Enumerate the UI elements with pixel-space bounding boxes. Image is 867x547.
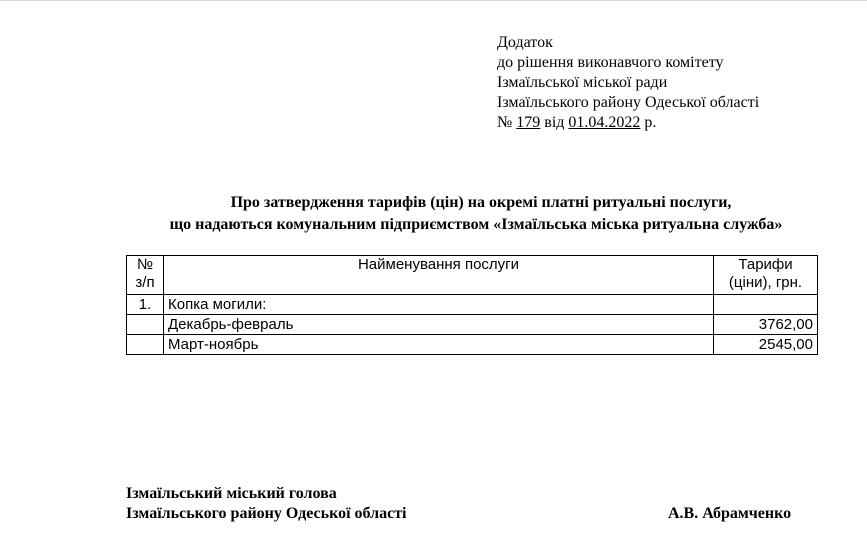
signature-block <box>126 484 407 524</box>
col-header-price <box>714 256 818 295</box>
page-top-border <box>0 0 867 1</box>
decision-number: 179 <box>516 114 541 131</box>
row-service-name: Копка могили: <box>164 295 714 315</box>
row-number: 1. <box>127 295 164 315</box>
signature-title-line-2: Ізмаїльського району Одеської області <box>126 505 407 522</box>
appendix-header <box>497 33 759 133</box>
signature-title-line-1: Ізмаїльський міський голова <box>126 485 337 502</box>
row-number <box>127 335 164 355</box>
col-number-line-1: № <box>136 256 154 273</box>
table-row <box>127 335 818 355</box>
row-number <box>127 315 164 335</box>
row-service-name: Декабрь-февраль <box>164 315 714 335</box>
col-header-number <box>127 256 164 295</box>
number-prefix: № <box>497 114 517 131</box>
appendix-council-line: Ізмаїльської міської ради <box>497 74 668 91</box>
title-line-2: що надаються комунальним підприємством «Ізмаїльська міська ритуальна служба» <box>169 216 783 233</box>
table-row <box>127 315 818 335</box>
row-price: 3762,00 <box>714 315 818 335</box>
appendix-decision-line: до рішення виконавчого комітету <box>497 54 724 71</box>
signer-name: А.В. Абрамченко <box>668 505 792 522</box>
decision-date: 01.04.2022 <box>568 114 641 131</box>
col-price-line-1: Тарифи <box>738 256 793 273</box>
document-title <box>0 192 867 236</box>
table-header-row <box>127 256 818 295</box>
appendix-label: Додаток <box>497 34 553 51</box>
row-price: 2545,00 <box>714 335 818 355</box>
tariffs-table <box>126 255 818 355</box>
date-suffix: р. <box>640 114 657 131</box>
col-header-name: Найменування послуги <box>164 256 714 295</box>
row-price <box>714 295 818 315</box>
col-number-line-2: з/п <box>135 274 155 291</box>
appendix-number-line <box>497 113 759 133</box>
date-prefix: від <box>540 114 569 131</box>
row-service-name: Март-ноябрь <box>164 335 714 355</box>
table-row <box>127 295 818 315</box>
title-line-1: Про затвердження тарифів (цін) на окремі платні ритуальні послуги, <box>230 194 732 211</box>
col-price-line-2: (ціни), грн. <box>728 274 803 291</box>
appendix-district-line: Ізмаїльського району Одеської області <box>497 94 760 111</box>
